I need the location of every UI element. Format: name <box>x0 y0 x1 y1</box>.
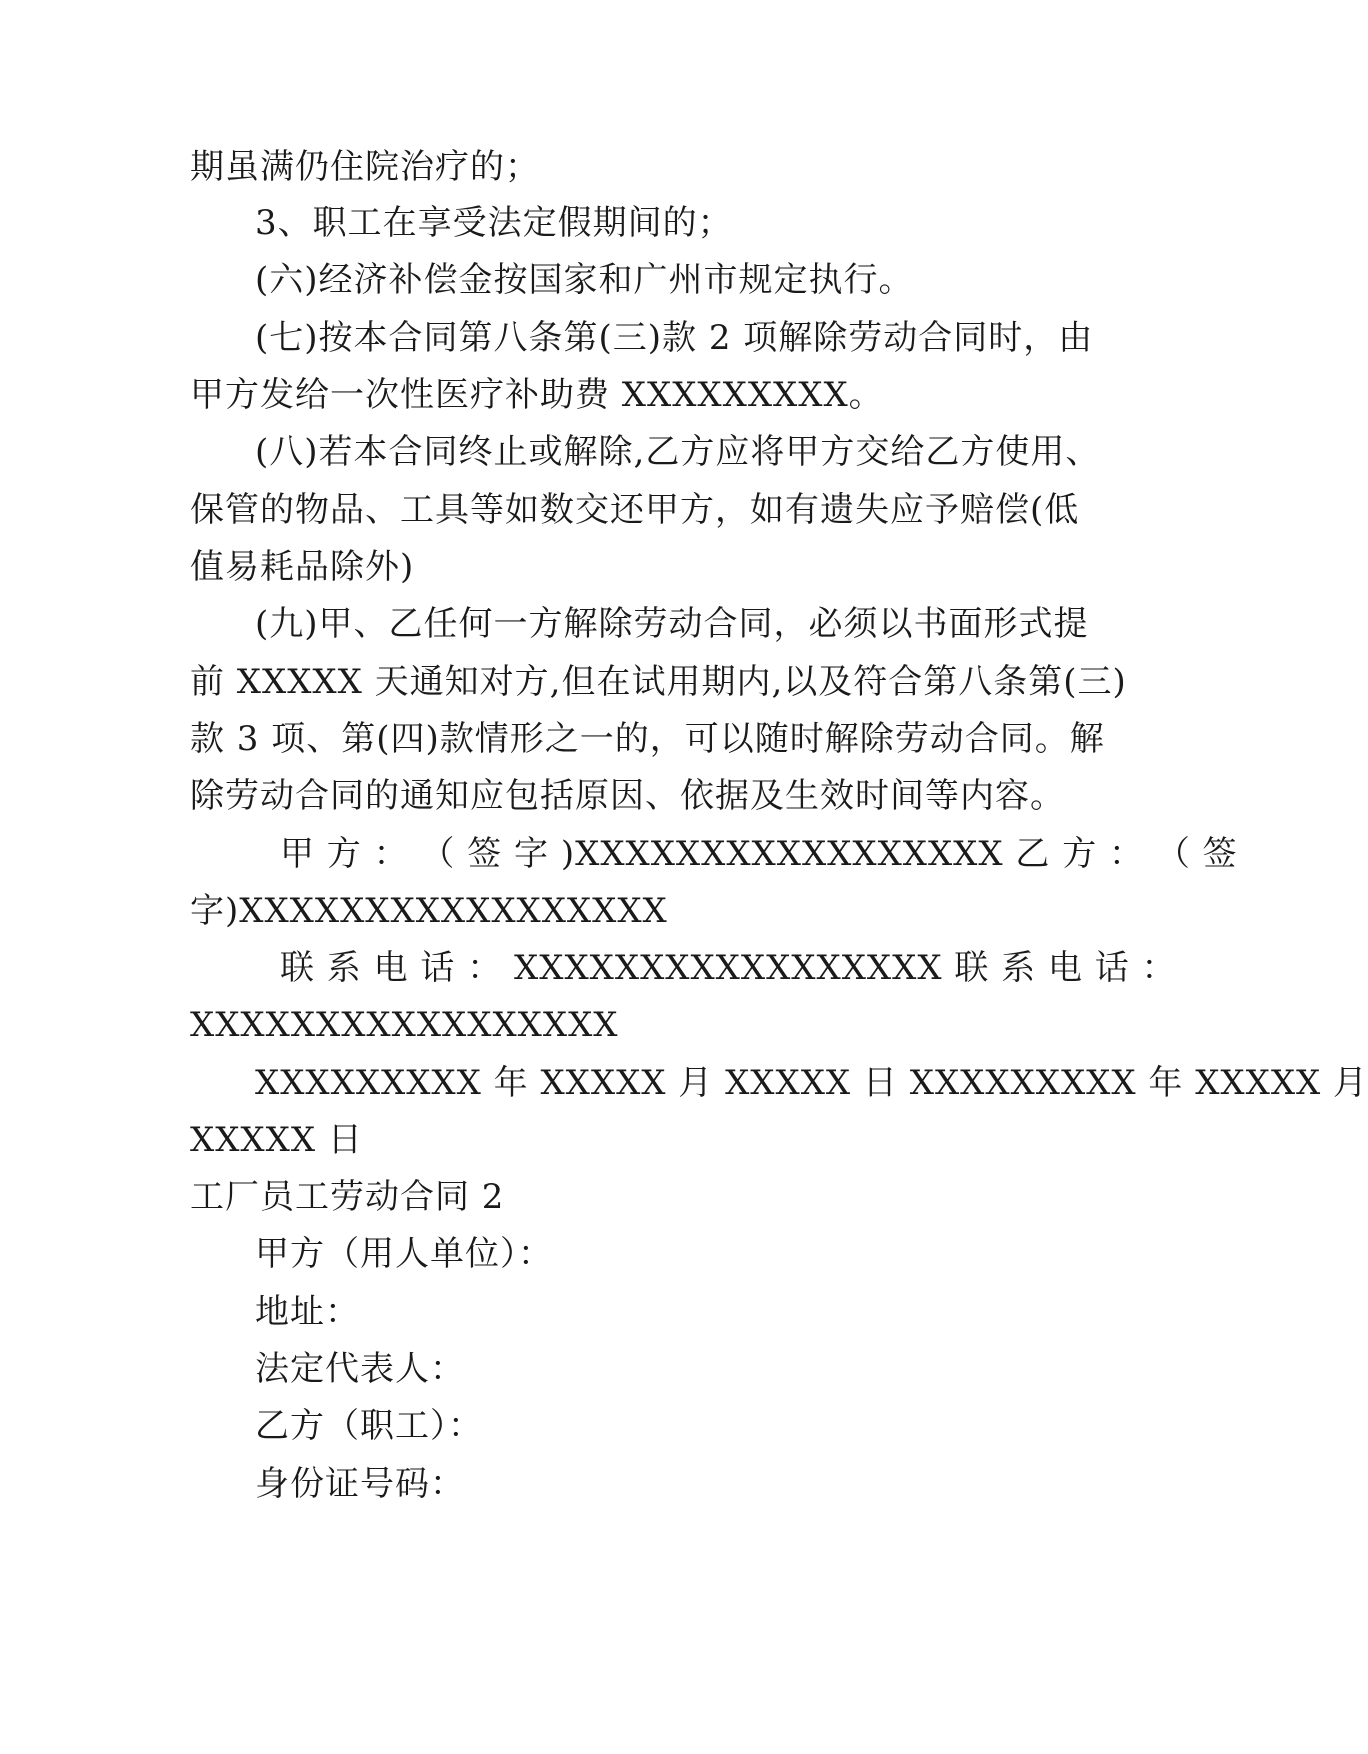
text-line: 除劳动合同的通知应包括原因、依据及生效时间等内容。 <box>190 776 1065 816</box>
phone-line: 联 系 电 话 ： XXXXXXXXXXXXXXXXX 联 系 电 话 ： <box>280 948 1177 988</box>
text-line: 期虽满仍住院治疗的； <box>190 147 540 187</box>
text-line: 值易耗品除外) <box>190 547 415 587</box>
text-line: 款 3 项、第(四)款情形之一的，可以随时解除劳动合同。解 <box>190 719 1105 759</box>
form-label-address: 地址： <box>255 1292 360 1332</box>
text-line: (六)经济补偿金按国家和广州市规定执行。 <box>255 260 914 300</box>
text-line: 保管的物品、工具等如数交还甲方，如有遗失应予赔偿(低 <box>190 490 1080 530</box>
date-line: XXXXXXXXX 年 XXXXX 月 XXXXX 日 XXXXXXXXX 年 XXXXX 月 <box>255 1063 1368 1103</box>
date-line: XXXXX 日 <box>190 1120 363 1160</box>
form-label-employee: 乙方（职工）： <box>255 1406 483 1446</box>
text-line: 3、职工在享受法定假期间的； <box>255 203 733 243</box>
text-line: (九)甲、乙任何一方解除劳动合同，必须以书面形式提 <box>255 604 1089 644</box>
signature-line: 甲 方 ： （ 签 字 )XXXXXXXXXXXXXXXXX 乙 方 ： （ 签 <box>280 834 1238 874</box>
form-label-legal-rep: 法定代表人： <box>255 1349 465 1389</box>
section-title: 工厂员工劳动合同 2 <box>190 1177 505 1217</box>
signature-line: 字)XXXXXXXXXXXXXXXXX <box>190 891 668 931</box>
phone-line: XXXXXXXXXXXXXXXXX <box>190 1005 619 1045</box>
text-line: 前 XXXXX 天通知对方,但在试用期内,以及符合第八条第(三) <box>190 662 1127 702</box>
text-line: (七)按本合同第八条第(三)款 2 项解除劳动合同时，由 <box>255 318 1094 358</box>
text-line: (八)若本合同终止或解除,乙方应将甲方交给乙方使用、 <box>255 432 1101 472</box>
text-line: 甲方发给一次性医疗补助费 XXXXXXXXX。 <box>190 375 884 415</box>
form-label-id-number: 身份证号码： <box>255 1464 465 1504</box>
form-label-employer: 甲方（用人单位）： <box>255 1234 553 1274</box>
